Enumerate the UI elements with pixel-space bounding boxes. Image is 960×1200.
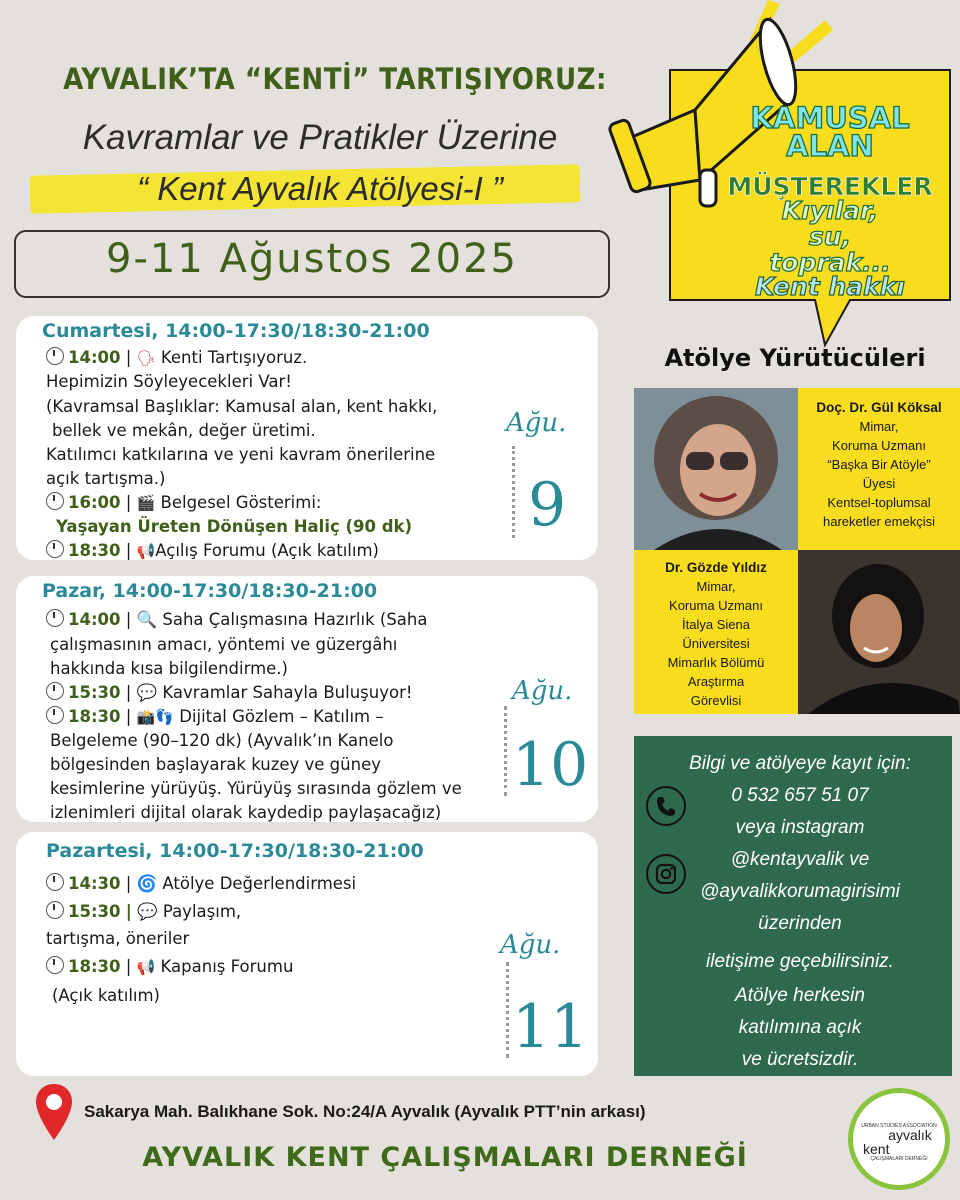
day1-month: Ağu. [506, 408, 567, 438]
bubble-line-alan: ALAN [786, 129, 874, 163]
day2-item-1: 14:00 | 🔍 Saha Çalışmasına Hazırlık (Saha [46, 608, 427, 632]
day2-title: Pazar, 14:00-17:30/18:30-21:00 [42, 580, 378, 602]
day1-text: bellek ve mekân, değer üretimi. [52, 421, 316, 440]
contact-text: Atölye herkesin [735, 985, 865, 1006]
day2-month: Ağu. [512, 676, 573, 706]
logo-text-kent: kent [863, 1141, 890, 1157]
date-divider [512, 446, 515, 538]
facilitator-info-2 [634, 550, 798, 714]
megaphone-icon: 📢 [136, 542, 156, 560]
camera-footprints-icon: 📸👣 [136, 708, 174, 726]
facilitator-1-name: Doç. Dr. Gül Köksal [816, 400, 942, 415]
bubble-line-su: su, [808, 222, 852, 251]
facilitator-2-line: Görevlisi [690, 693, 742, 708]
instagram-icon [646, 854, 686, 894]
day3-item-1: 14:30 | 🌀 Atölye Değerlendirmesi [46, 872, 356, 896]
page-title: AYVALIK’TA “KENTİ” TARTIŞIYORUZ: [63, 62, 607, 96]
clock-icon [46, 956, 64, 974]
day2-text: Dijital Gözlem – Katılım – [179, 707, 384, 726]
day1-item-2: 16:00 | 🎬 Belgesel Gösterimi: [46, 491, 321, 515]
clock-icon [46, 706, 64, 724]
facilitator-2-line: İtalya Siena [682, 617, 750, 632]
bubble-line-kiyilar: Kıyılar, [781, 196, 879, 225]
day3-time-2: 15:30 [68, 902, 121, 921]
clock-icon [46, 492, 64, 510]
contact-phone[interactable]: 0 532 657 51 07 [731, 785, 869, 806]
speech-bubble-icon: 💬 [136, 683, 158, 702]
day2-text: hakkında kısa bilgilendirme.) [50, 659, 288, 678]
facilitator-2-line: Araştırma [687, 674, 745, 689]
facilitator-1-line: hareketler emekçisi [823, 514, 935, 529]
clapperboard-icon: 🎬 [136, 494, 156, 512]
day3-title: Pazartesi, 14:00-17:30/18:30-21:00 [46, 840, 424, 862]
day3-month: Ağu. [500, 930, 561, 960]
day2-text: Belgeleme (90–120 dk) (Ayvalık’ın Kanelo [50, 731, 394, 750]
day1-text: açık tartışma.) [46, 469, 166, 488]
facilitator-1-line: “Başka Bir Atöyle” [827, 457, 931, 472]
documentary-title: Yaşayan Üreten Dönüşen Haliç (90 dk) [56, 517, 413, 536]
magnifier-icon: 🔍 [136, 610, 158, 629]
clock-icon [46, 609, 64, 627]
day1-text: Açılış Forumu (Açık katılım) [155, 541, 379, 560]
contact-text: katılımına açık [738, 1017, 862, 1038]
day1-item-1: 14:00 | 🗣 Kenti Tartışıyoruz. [46, 346, 307, 370]
day3-item-2: 15:30 | 💬 Paylaşım, [46, 900, 241, 924]
day2-text: kesimlerine yürüyüş. Yürüyüş sırasında gözlem ve [50, 779, 462, 798]
day3-item-3: 18:30 | 📢 Kapanış Forumu [46, 955, 293, 979]
day2-text: Kavramlar Sahayla Buluşuyor! [162, 683, 413, 702]
day1-text: Belgesel Gösterimi: [160, 493, 322, 512]
day3-number: 11 [512, 992, 589, 1062]
day2-text: çalışmasının amacı, yöntemi ve güzergâhı [50, 635, 398, 654]
instagram-handle-2[interactable]: @ayvalikkorumagirisimi [700, 881, 900, 902]
day2-item-3: 18:30 | 📸👣 Dijital Gözlem – Katılım – [46, 705, 384, 729]
day3-text: (Açık katılım) [52, 986, 160, 1005]
bubble-line-kent-hakki: Kent hakkı [755, 272, 905, 301]
day1-time-1: 14:00 [68, 348, 121, 367]
day1-item-3: 18:30 | 📢Açılış Forumu (Açık katılım) [46, 539, 379, 563]
day1-text: (Kavramsal Başlıklar: Kamusal alan, kent hakkı, [46, 397, 438, 416]
logo-text-bottom: ÇALIŞMALARI DERNEĞİ [870, 1156, 928, 1162]
day2-text: izlenimleri dijital olarak kaydedip paylaşacağız) [50, 803, 442, 822]
organization-name: AYVALIK KENT ÇALIŞMALARI DERNEĞİ [142, 1142, 748, 1173]
contact-text: üzerinden [758, 913, 842, 934]
facilitator-info-1 [798, 388, 960, 550]
day3-text: tartışma, öneriler [46, 929, 190, 948]
facilitator-2-line: Üniversitesi [682, 636, 750, 651]
facilitator-2-name: Dr. Gözde Yıldız [665, 560, 767, 575]
instagram-handle-1[interactable]: @kentayvalik ve [730, 849, 870, 870]
day3-time-3: 18:30 [68, 957, 121, 976]
facilitators-heading: Atölye Yürütücüleri [664, 344, 926, 372]
contact-text: veya instagram [735, 817, 865, 838]
contact-text: iletişime geçebilirsiniz. [706, 951, 894, 972]
speaking-head-icon: 🗣 [136, 349, 156, 367]
facilitator-2-line: Koruma Uzmanı [669, 598, 763, 613]
facilitator-1-line: Koruma Uzmanı [832, 438, 926, 453]
bubble-line-kamusal: KAMUSAL [750, 101, 910, 135]
logo-text-top: ayvalık [888, 1127, 932, 1143]
facilitator-photo-1 [634, 388, 798, 550]
megaphone-icon: 📢 [136, 958, 156, 976]
date-text: 9-11 Ağustos 2025 [106, 236, 518, 282]
bubble-line-toprak: toprak... [769, 248, 891, 277]
logo-small-text: URBAN STUDIES ASSOCIATION [861, 1123, 937, 1129]
day2-text: bölgesinden başlayarak kuzey ve güney [50, 755, 381, 774]
facilitator-photo-2 [798, 550, 960, 714]
clock-icon [46, 347, 64, 365]
venue-address: Sakarya Mah. Balıkhane Sok. No:24/A Ayvalık (Ayvalık PTT’nin arkası) [84, 1102, 646, 1121]
speech-bubble-icon: 💬 [137, 902, 158, 921]
day3-text: Paylaşım, [162, 902, 242, 921]
date-divider [506, 962, 509, 1058]
day1-text: Kenti Tartışıyoruz. [160, 348, 308, 367]
date-divider [504, 706, 507, 796]
day3-text: Kapanış Forumu [160, 957, 294, 976]
day2-time-3: 18:30 [68, 707, 121, 726]
day1-text: Hepimizin Söyleyecekleri Var! [46, 372, 292, 391]
day2-text: Saha Çalışmasına Hazırlık (Saha [162, 610, 428, 629]
day3-text: Atölye Değerlendirmesi [162, 874, 357, 893]
day1-time-3: 18:30 [68, 541, 121, 560]
facilitator-1-line: Kentsel-toplumsal [827, 495, 931, 510]
facilitator-2-line: Mimarlık Bölümü [667, 655, 765, 670]
day3-time-1: 14:30 [68, 874, 121, 893]
facilitator-1-line: Mimar, [859, 419, 899, 434]
clock-icon [46, 901, 64, 919]
phone-icon [646, 786, 686, 826]
location-pin-icon [34, 1082, 74, 1142]
page-subtitle: Kavramlar ve Pratikler Üzerine [82, 118, 558, 157]
day1-number: 9 [528, 470, 567, 540]
day2-number: 10 [512, 730, 589, 800]
day1-time-2: 16:00 [68, 493, 121, 512]
facilitator-2-line: Mimar, [696, 579, 736, 594]
contact-text: ve ücretsizdir. [741, 1049, 859, 1070]
facilitator-1-line: Üyesi [862, 476, 896, 491]
cyclone-icon: 🌀 [136, 874, 158, 893]
association-logo [848, 1088, 950, 1190]
bubble-line-musterekler: MÜŞTEREKLER [727, 172, 933, 201]
day2-item-2: 15:30 | 💬 Kavramlar Sahayla Buluşuyor! [46, 681, 412, 705]
clock-icon [46, 682, 64, 700]
day2-time-1: 14:00 [68, 610, 121, 629]
clock-icon [46, 540, 64, 558]
day1-title: Cumartesi, 14:00-17:30/18:30-21:00 [42, 320, 430, 342]
contact-intro: Bilgi ve atölyeye kayıt için: [689, 753, 911, 774]
day2-time-2: 15:30 [68, 683, 121, 702]
workshop-name: “ Kent Ayvalık Atölyesi-I ” [137, 170, 503, 207]
day1-text: Katılımcı katkılarına ve yeni kavram önerilerine [46, 445, 436, 464]
clock-icon [46, 873, 64, 891]
